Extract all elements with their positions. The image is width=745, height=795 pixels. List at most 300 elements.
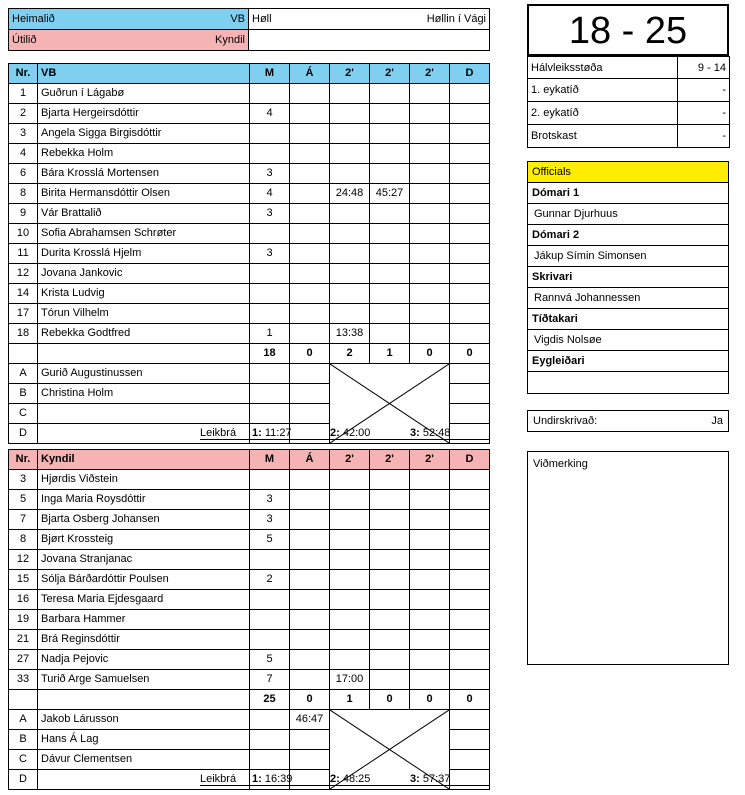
- col-nr: Nr.: [9, 450, 38, 470]
- staff-letter: C: [9, 403, 38, 423]
- player-s3: [410, 609, 450, 629]
- player-a: [290, 123, 330, 143]
- player-s2: [370, 629, 410, 649]
- totals-blank: [9, 343, 38, 363]
- col-suspension-2: 2': [370, 64, 410, 84]
- player-s1: [330, 649, 370, 669]
- player-s2: [370, 509, 410, 529]
- player-name: Durita Krosslá Hjelm: [38, 243, 250, 263]
- timeout-3-label: 3:: [410, 427, 420, 439]
- player-d: [450, 243, 490, 263]
- col-suspension-1: 2': [330, 450, 370, 470]
- player-s2: [370, 263, 410, 283]
- total-m: 25: [250, 689, 290, 709]
- total-s1: 2: [330, 343, 370, 363]
- player-d: [450, 549, 490, 569]
- player-m: [250, 263, 290, 283]
- staff-warning: [290, 403, 330, 423]
- player-name: Sofia Abrahamsen Schrøter: [38, 223, 250, 243]
- player-s1: [330, 303, 370, 323]
- col-suspension-2: 2': [370, 450, 410, 470]
- staff-warning: [290, 383, 330, 403]
- staff-name: Christina Holm: [38, 383, 250, 403]
- player-number: 3: [9, 123, 38, 143]
- timeout-3-label: 3:: [410, 773, 420, 785]
- player-m: [250, 83, 290, 103]
- timeout-2-label: 2:: [330, 773, 340, 785]
- timeout-1-time: 16:39: [264, 773, 293, 785]
- player-a: [290, 529, 330, 549]
- staff-letter: D: [9, 769, 38, 789]
- timeout-3-time: 52:48: [422, 427, 451, 439]
- player-d: [450, 489, 490, 509]
- player-s3: [410, 469, 450, 489]
- player-m: 7: [250, 669, 290, 689]
- player-s1: [330, 609, 370, 629]
- timeout-2-time: 48:25: [342, 773, 371, 785]
- player-s1: [330, 143, 370, 163]
- secretary-name: Rannvá Johannessen: [528, 288, 728, 309]
- player-a: [290, 589, 330, 609]
- timeout-1-label: 1:: [252, 427, 262, 439]
- player-s3: [410, 263, 450, 283]
- player-s2: [370, 303, 410, 323]
- player-a: [290, 489, 330, 509]
- player-m: [250, 629, 290, 649]
- player-d: [450, 669, 490, 689]
- player-number: 3: [9, 469, 38, 489]
- player-m: 3: [250, 509, 290, 529]
- player-s3: [410, 303, 450, 323]
- player-m: [250, 589, 290, 609]
- player-d: [450, 303, 490, 323]
- timekeeper-label: Tíðtakari: [528, 309, 728, 330]
- total-d: 0: [450, 689, 490, 709]
- player-row: [9, 669, 490, 689]
- player-m: 3: [250, 243, 290, 263]
- player-s1: [330, 103, 370, 123]
- player-row: [9, 509, 490, 529]
- player-d: [450, 143, 490, 163]
- player-d: [450, 123, 490, 143]
- player-s3: [410, 549, 450, 569]
- player-a: [290, 183, 330, 203]
- player-row: [9, 103, 490, 123]
- player-d: [450, 223, 490, 243]
- away-team-table: [8, 449, 490, 790]
- player-s1: [330, 509, 370, 529]
- player-a: [290, 469, 330, 489]
- home-label: Heimalið: [12, 13, 55, 25]
- staff-name: Hans Á Lag: [38, 729, 250, 749]
- player-number: 9: [9, 203, 38, 223]
- player-row: [9, 549, 490, 569]
- away-timeouts: [200, 773, 489, 786]
- player-m: [250, 303, 290, 323]
- player-a: [290, 649, 330, 669]
- player-a: [290, 569, 330, 589]
- staff-warning: [290, 363, 330, 383]
- player-s3: [410, 669, 450, 689]
- remarks-label: Viðmerking: [533, 458, 588, 470]
- player-a: [290, 669, 330, 689]
- player-m: 4: [250, 103, 290, 123]
- staff-name: [38, 403, 250, 423]
- player-s2: [370, 469, 410, 489]
- total-a: 0: [290, 343, 330, 363]
- player-a: [290, 83, 330, 103]
- staff-letter: D: [9, 423, 38, 443]
- totals-blank: [9, 689, 38, 709]
- col-disqualification: D: [450, 450, 490, 470]
- player-number: 17: [9, 303, 38, 323]
- staff-m: [250, 383, 290, 403]
- signed-label: Undirskrivað:: [533, 415, 598, 427]
- staff-d: [450, 363, 490, 383]
- signed-box: [527, 410, 729, 432]
- player-s1: [330, 123, 370, 143]
- venue-name: Høllin í Vági: [426, 13, 486, 25]
- player-d: [450, 103, 490, 123]
- timeout-1-label: 1:: [252, 773, 262, 785]
- totals-row: [9, 343, 490, 363]
- player-s1: 13:38: [330, 323, 370, 343]
- penalty-label: Brotskast: [528, 125, 678, 148]
- player-s1: [330, 243, 370, 263]
- player-a: [290, 243, 330, 263]
- player-number: 11: [9, 243, 38, 263]
- player-number: 14: [9, 283, 38, 303]
- player-row: [9, 589, 490, 609]
- empty-cell: [249, 30, 490, 51]
- player-s3: [410, 569, 450, 589]
- staff-name: Dávur Clementsen: [38, 749, 250, 769]
- staff-d: [450, 749, 490, 769]
- home-team-name: VB: [230, 13, 245, 25]
- player-row: [9, 649, 490, 669]
- player-name: Bjarta Osberg Johansen: [38, 509, 250, 529]
- player-m: [250, 123, 290, 143]
- staff-m: [250, 729, 290, 749]
- staff-letter: A: [9, 363, 38, 383]
- player-row: [9, 183, 490, 203]
- player-row: [9, 303, 490, 323]
- staff-m: [250, 363, 290, 383]
- player-name: Bára Krosslá Mortensen: [38, 163, 250, 183]
- venue-label: Høll: [252, 13, 272, 25]
- player-m: [250, 549, 290, 569]
- player-s1: [330, 83, 370, 103]
- officials-title: Officials: [528, 162, 728, 183]
- player-name: Angela Sigga Birgisdóttir: [38, 123, 250, 143]
- referee-2-name: Jákup Símin Simonsen: [528, 246, 728, 267]
- player-s3: [410, 529, 450, 549]
- player-s1: [330, 223, 370, 243]
- player-s2: [370, 323, 410, 343]
- player-m: 3: [250, 203, 290, 223]
- player-row: [9, 263, 490, 283]
- player-number: 5: [9, 489, 38, 509]
- player-d: [450, 323, 490, 343]
- col-suspension-1: 2': [330, 64, 370, 84]
- player-m: [250, 283, 290, 303]
- player-d: [450, 629, 490, 649]
- player-d: [450, 163, 490, 183]
- player-name: Teresa Maria Ejdesgaard: [38, 589, 250, 609]
- player-s1: [330, 283, 370, 303]
- away-team-cell: [9, 30, 249, 51]
- staff-row: [9, 363, 490, 383]
- player-s3: [410, 223, 450, 243]
- player-d: [450, 609, 490, 629]
- player-s1: [330, 529, 370, 549]
- player-d: [450, 509, 490, 529]
- player-m: 5: [250, 649, 290, 669]
- player-number: 12: [9, 549, 38, 569]
- player-name: Birita Hermansdóttir Olsen: [38, 183, 250, 203]
- player-name: Tórun Vilhelm: [38, 303, 250, 323]
- player-s2: [370, 283, 410, 303]
- player-row: [9, 489, 490, 509]
- player-s2: [370, 489, 410, 509]
- col-team-name: Kyndil: [38, 450, 250, 470]
- staff-d: [450, 403, 490, 423]
- player-a: [290, 103, 330, 123]
- player-row: [9, 609, 490, 629]
- home-timeouts: [200, 427, 489, 440]
- home-team-table: [8, 63, 490, 444]
- player-s3: [410, 283, 450, 303]
- timeout-2-time: 42:00: [342, 427, 371, 439]
- staff-name: Gurið Augustinussen: [38, 363, 250, 383]
- extra-time-2-score: -: [678, 102, 730, 125]
- player-row: [9, 163, 490, 183]
- player-row: [9, 223, 490, 243]
- player-s1: [330, 203, 370, 223]
- player-m: [250, 609, 290, 629]
- player-name: Inga Maria Roysdóttir: [38, 489, 250, 509]
- referee-1-name: Gunnar Djurhuus: [528, 204, 728, 225]
- total-d: 0: [450, 343, 490, 363]
- player-s3: [410, 323, 450, 343]
- player-a: [290, 263, 330, 283]
- staff-row: [9, 709, 490, 729]
- player-m: [250, 469, 290, 489]
- player-d: [450, 469, 490, 489]
- player-name: Jovana Jankovic: [38, 263, 250, 283]
- player-row: [9, 569, 490, 589]
- player-number: 12: [9, 263, 38, 283]
- player-s2: [370, 223, 410, 243]
- player-s3: [410, 509, 450, 529]
- player-s3: [410, 83, 450, 103]
- player-s1: 17:00: [330, 669, 370, 689]
- staff-letter: A: [9, 709, 38, 729]
- player-number: 33: [9, 669, 38, 689]
- player-s3: [410, 203, 450, 223]
- col-team-name: VB: [38, 64, 250, 84]
- player-s2: [370, 649, 410, 669]
- player-s2: [370, 203, 410, 223]
- venue-cell: [249, 9, 490, 30]
- player-name: Vár Brattalið: [38, 203, 250, 223]
- staff-letter: B: [9, 729, 38, 749]
- player-number: 18: [9, 323, 38, 343]
- player-row: [9, 83, 490, 103]
- player-a: [290, 203, 330, 223]
- player-number: 19: [9, 609, 38, 629]
- player-a: [290, 323, 330, 343]
- totals-blank: [38, 689, 250, 709]
- player-row: [9, 323, 490, 343]
- player-s3: [410, 649, 450, 669]
- col-suspension-3: 2': [410, 450, 450, 470]
- observer-name: [528, 372, 728, 393]
- player-name: Turið Arge Samuelsen: [38, 669, 250, 689]
- player-name: Jovana Stranjanac: [38, 549, 250, 569]
- total-m: 18: [250, 343, 290, 363]
- player-a: [290, 509, 330, 529]
- player-s1: [330, 163, 370, 183]
- penalty-score: -: [678, 125, 730, 148]
- home-team-cell: [9, 9, 249, 30]
- player-m: 1: [250, 323, 290, 343]
- player-name: Barbara Hammer: [38, 609, 250, 629]
- player-s2: [370, 123, 410, 143]
- score-details-table: [527, 56, 730, 148]
- player-name: Bjarta Hergeirsdóttir: [38, 103, 250, 123]
- half-time-label: Hálvleiksstøða: [528, 57, 678, 79]
- player-s2: [370, 83, 410, 103]
- player-s1: [330, 263, 370, 283]
- away-team-name: Kyndil: [215, 34, 245, 46]
- player-s1: [330, 629, 370, 649]
- player-s1: [330, 469, 370, 489]
- player-s3: [410, 589, 450, 609]
- col-goals: M: [250, 450, 290, 470]
- away-label: Útilið: [12, 34, 37, 46]
- player-d: [450, 283, 490, 303]
- staff-warning: [290, 729, 330, 749]
- total-s3: 0: [410, 343, 450, 363]
- player-number: 1: [9, 83, 38, 103]
- staff-m: [250, 709, 290, 729]
- secretary-label: Skrivari: [528, 267, 728, 288]
- player-s2: [370, 143, 410, 163]
- player-row: [9, 529, 490, 549]
- staff-letter: C: [9, 749, 38, 769]
- col-suspension-3: 2': [410, 64, 450, 84]
- player-a: [290, 303, 330, 323]
- extra-time-1-label: 1. eykatíð: [528, 79, 678, 102]
- player-m: 3: [250, 489, 290, 509]
- player-s3: [410, 183, 450, 203]
- staff-d: [450, 709, 490, 729]
- player-number: 21: [9, 629, 38, 649]
- player-d: [450, 263, 490, 283]
- match-header-table: [8, 8, 490, 51]
- player-number: 10: [9, 223, 38, 243]
- player-row: [9, 283, 490, 303]
- player-m: 4: [250, 183, 290, 203]
- timeout-3-time: 57:37: [422, 773, 451, 785]
- player-row: [9, 243, 490, 263]
- player-s2: [370, 589, 410, 609]
- player-a: [290, 629, 330, 649]
- player-number: 4: [9, 143, 38, 163]
- player-row: [9, 123, 490, 143]
- staff-warning: 46:47: [290, 709, 330, 729]
- player-s3: [410, 123, 450, 143]
- player-d: [450, 569, 490, 589]
- staff-m: [250, 749, 290, 769]
- staff-m: [250, 403, 290, 423]
- player-d: [450, 649, 490, 669]
- player-s2: [370, 529, 410, 549]
- player-a: [290, 283, 330, 303]
- totals-blank: [38, 343, 250, 363]
- player-s1: [330, 569, 370, 589]
- player-s1: 24:48: [330, 183, 370, 203]
- player-d: [450, 183, 490, 203]
- player-d: [450, 203, 490, 223]
- player-s2: [370, 569, 410, 589]
- player-row: [9, 143, 490, 163]
- player-number: 2: [9, 103, 38, 123]
- player-s2: [370, 609, 410, 629]
- player-row: [9, 469, 490, 489]
- col-warning: Á: [290, 450, 330, 470]
- player-s2: 45:27: [370, 183, 410, 203]
- player-number: 8: [9, 183, 38, 203]
- player-d: [450, 589, 490, 609]
- player-a: [290, 609, 330, 629]
- officials-panel: [527, 161, 729, 394]
- player-s3: [410, 143, 450, 163]
- player-d: [450, 529, 490, 549]
- total-s3: 0: [410, 689, 450, 709]
- player-number: 16: [9, 589, 38, 609]
- player-a: [290, 163, 330, 183]
- total-s1: 1: [330, 689, 370, 709]
- player-name: Nadja Pejovic: [38, 649, 250, 669]
- player-number: 15: [9, 569, 38, 589]
- player-number: 7: [9, 509, 38, 529]
- total-a: 0: [290, 689, 330, 709]
- extra-time-1-score: -: [678, 79, 730, 102]
- player-m: 5: [250, 529, 290, 549]
- extra-time-2-label: 2. eykatíð: [528, 102, 678, 125]
- player-number: 8: [9, 529, 38, 549]
- staff-name: Jakob Lárusson: [38, 709, 250, 729]
- player-row: [9, 629, 490, 649]
- remarks-box: [527, 451, 729, 665]
- player-name: Sólja Bárðardóttir Poulsen: [38, 569, 250, 589]
- player-a: [290, 223, 330, 243]
- player-s2: [370, 163, 410, 183]
- staff-d: [450, 729, 490, 749]
- player-name: Guðrun í Lágabø: [38, 83, 250, 103]
- player-m: 3: [250, 163, 290, 183]
- timeouts-label: Leikbrá: [200, 427, 237, 439]
- player-name: Brá Reginsdóttir: [38, 629, 250, 649]
- totals-row: [9, 689, 490, 709]
- final-score: 18 - 25: [527, 4, 729, 56]
- observer-label: Eygleiðari: [528, 351, 728, 372]
- player-a: [290, 143, 330, 163]
- col-nr: Nr.: [9, 64, 38, 84]
- col-goals: M: [250, 64, 290, 84]
